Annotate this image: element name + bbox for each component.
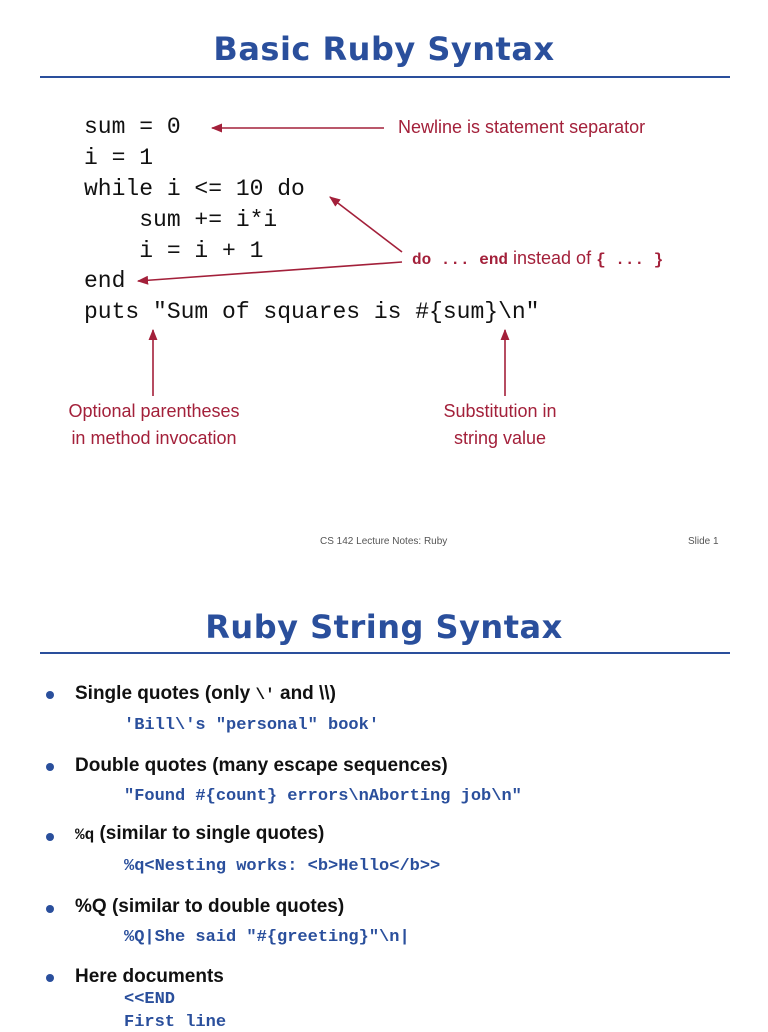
example-here-doc: <<END [124,990,176,1009]
substitution-annotation-line2: string value [453,428,547,448]
example-percent-q: %q<Nesting works: <b>Hello</b>> [124,857,441,876]
do-end-keyword: do ... end [412,251,509,269]
code-line: sum = 0 [84,114,181,140]
do-arrow [330,197,402,252]
code-line: end [84,268,126,294]
bullet-dot [46,905,54,913]
footer-course: CS 142 Lecture Notes: Ruby [320,536,448,547]
code-line: sum += i*i [84,207,278,233]
slide2-title: Ruby String Syntax [205,608,563,646]
example-double-quotes: "Found #{count} errors\nAborting job\n" [124,787,522,806]
slide1-title: Basic Ruby Syntax [213,30,555,68]
example-percent-Q: %Q|She said "#{greeting}"\n| [124,928,410,947]
bullet-dot [46,833,54,841]
braces-keyword: { ... } [596,251,664,269]
bullet-here-documents: Here documents [75,966,224,987]
example-single-quotes: 'Bill\'s "personal" book' [124,716,380,735]
parens-annotation-line2: in method invocation [71,428,237,448]
parens-annotation-line1: Optional parentheses [68,401,240,421]
code-line: while i <= 10 do [84,176,305,202]
bullet-percent-q: %q (similar to single quotes) [75,823,325,844]
bullet-single-quotes: Single quotes (only \' and \\) [75,683,336,704]
example-here-doc-line: First line [124,1013,227,1032]
bullet-percent-Q: %Q (similar to double quotes) [75,896,345,917]
end-arrow [138,262,402,281]
substitution-annotation-line1: Substitution in [443,401,557,421]
bullet-dot [46,691,54,699]
code-line: i = 1 [84,145,154,171]
footer-slide-number: Slide 1 [688,536,719,547]
code-line: i = i + 1 [84,238,264,264]
instead-of-text: instead of [508,248,597,268]
bullet-dot [46,974,54,982]
newline-annotation: Newline is statement separator [398,117,646,137]
bullet-dot [46,763,54,771]
bullet-double-quotes: Double quotes (many escape sequences) [75,755,448,776]
code-line: puts "Sum of squares is #{sum}\n" [84,299,540,325]
slide2-title-rule [40,652,730,654]
